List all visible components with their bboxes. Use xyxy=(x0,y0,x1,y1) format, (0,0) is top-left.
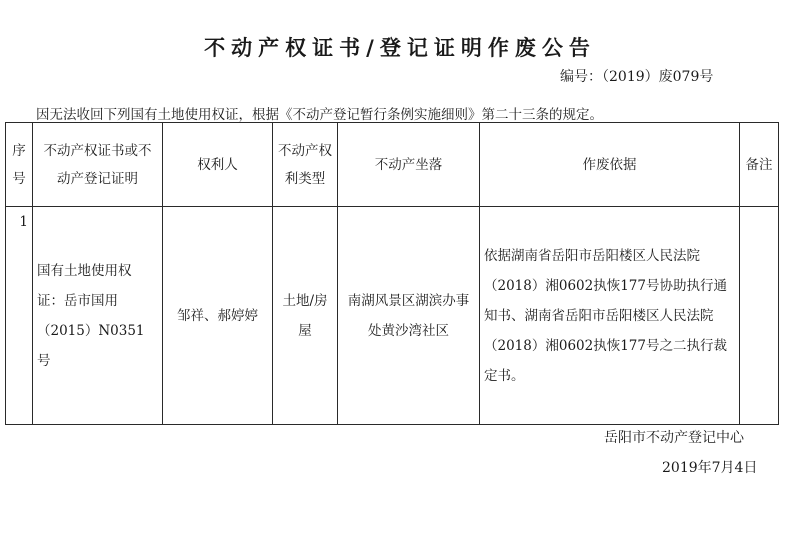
cell-seq: 1 xyxy=(6,207,33,425)
cell-holder: 邹祥、郝婷婷 xyxy=(163,207,273,425)
document-number: 编号：（2019）废079号 xyxy=(560,69,714,85)
table-row xyxy=(6,207,779,425)
table-header-row xyxy=(6,123,779,207)
header-holder: 权利人 xyxy=(163,123,273,207)
preamble-text: 因无法收回下列国有土地使用权证，根据《不动产登记暂行条例实施细则》第二十三条的规定。 xyxy=(36,107,603,123)
cell-location: 南湖风景区湖滨办事处黄沙湾社区 xyxy=(338,207,480,425)
header-location: 不动产坐落 xyxy=(338,123,480,207)
header-remark: 备注 xyxy=(740,123,779,207)
header-cert: 不动产权证书或不动产登记证明 xyxy=(33,123,163,207)
cell-basis: 依据湖南省岳阳市岳阳楼区人民法院（2018）湘0602执恢177号协助执行通知书、湖南省岳阳市岳阳楼区人民法院（2018）湘0602执恢177号之二执行裁定书。 xyxy=(480,207,740,425)
issue-date: 2019年7月4日 xyxy=(662,460,758,476)
header-seq: 序号 xyxy=(6,123,33,207)
cell-right-type: 土地/房屋 xyxy=(273,207,338,425)
cell-remark xyxy=(740,207,779,425)
void-notice-table xyxy=(5,122,779,425)
page-title: 不动产权证书/登记证明作废公告 xyxy=(204,36,596,60)
cell-cert: 国有土地使用权证：岳市国用（2015）N0351号 xyxy=(33,207,163,425)
issuer-name: 岳阳市不动产登记中心 xyxy=(604,430,744,446)
header-right-type: 不动产权利类型 xyxy=(273,123,338,207)
header-basis: 作废依据 xyxy=(480,123,740,207)
